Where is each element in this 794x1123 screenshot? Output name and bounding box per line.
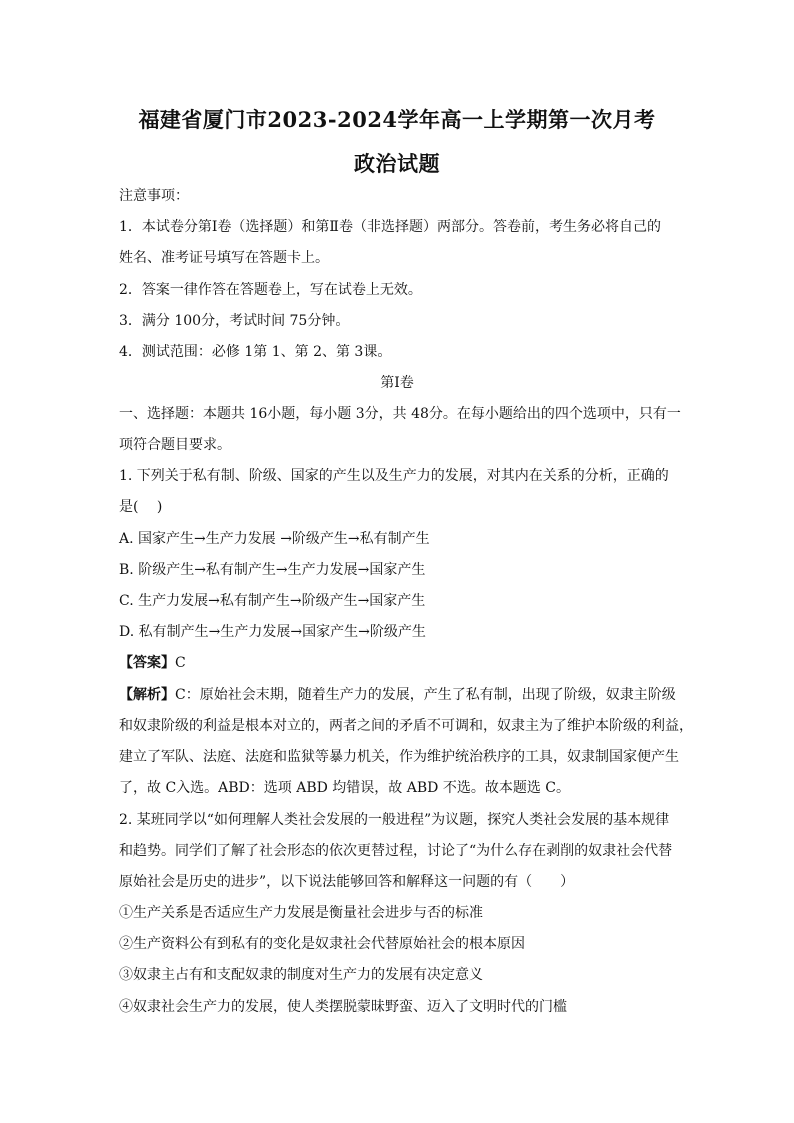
section-intro: 项符合题目要求。 [119,437,231,453]
answer-value: C [175,655,186,671]
q1-analysis [119,686,676,704]
section-label: 第Ⅰ卷 [380,375,414,391]
section-intro: 一、选择题：本题共 16小题，每小题 3分，共 48分。在每小题给出的四个选项中，只有一 [119,406,681,422]
document-title: 福建省厦门市2023-2024学年高一上学期第一次月考 [138,107,656,132]
q1-option-c: C. 生产力发展→私有制产生→阶级产生→国家产生 [119,593,426,609]
q2-item: ②生产资料公有到私有的变化是奴隶社会代替原始社会的根本原因 [119,936,525,952]
q2-stem: 原始社会是历史的进步”，以下说法能够回答和解释这一问题的有（ ） [119,874,575,890]
q2-item: ①生产关系是否适应生产力发展是衡量社会进步与否的标准 [119,905,483,921]
q1-stem: 1. 下列关于私有制、阶级、国家的产生以及生产力的发展，对其内在关系的分析，正确的 [119,468,669,484]
document-subtitle: 政治试题 [354,151,440,176]
analysis-label: 【解析】 [119,687,175,703]
q1-analysis-line: 和奴隶阶级的利益是根本对立的，两者之间的矛盾不可调和，奴隶主为了维护本阶级的利益， [119,718,693,734]
q2-item: ③奴隶主占有和支配奴隶的制度对生产力的发展有决定意义 [119,967,483,983]
notes-heading: 注意事项： [119,188,189,204]
q1-analysis-line: 建立了军队、法庭、法庭和监狱等暴力机关，作为维护统治秩序的工具，奴隶制国家便产生 [119,749,679,765]
analysis-text: C：原始社会末期，随着生产力的发展，产生了私有制，出现了阶级，奴隶主阶级 [175,687,676,703]
notes-item: 2．答案一律作答在答题卷上，写在试卷上无效。 [119,282,422,298]
q1-option-d: D. 私有制产生→生产力发展→国家产生→阶级产生 [119,624,426,640]
q2-stem: 和趋势。同学们了解了社会形态的依次更替过程，讨论了“为什么存在剥削的奴隶社会代替 [119,843,673,859]
q2-stem: 2. 某班同学以“如何理解人类社会发展的一般进程”为议题，探究人类社会发展的基本规律 [119,812,670,828]
answer-label: 【答案】 [119,655,175,671]
q2-item: ④奴隶社会生产力的发展，使人类摆脱蒙昧野蛮、迈入了文明时代的门槛 [119,999,567,1015]
q1-stem: 是( ) [119,499,163,515]
q1-answer [119,654,186,672]
notes-item: 姓名、准考证号填写在答题卡上。 [119,250,329,266]
q1-option-b: B. 阶级产生→私有制产生→生产力发展→国家产生 [119,562,426,578]
notes-item: 4．测试范围：必修 1第 1、第 2、第 3课。 [119,344,392,360]
q1-option-a: A. 国家产生→生产力发展 →阶级产生→私有制产生 [119,531,430,547]
notes-item: 3．满分 100分，考试时间 75分钟。 [119,313,350,329]
q1-analysis-line: 了，故 C入选。ABD：选项 ABD 均错误，故 ABD 不选。故本题选 C。 [119,780,570,796]
notes-item: 1．本试卷分第Ⅰ卷（选择题）和第Ⅱ卷（非选择题）两部分。答卷前，考生务必将自己的 [119,219,661,235]
